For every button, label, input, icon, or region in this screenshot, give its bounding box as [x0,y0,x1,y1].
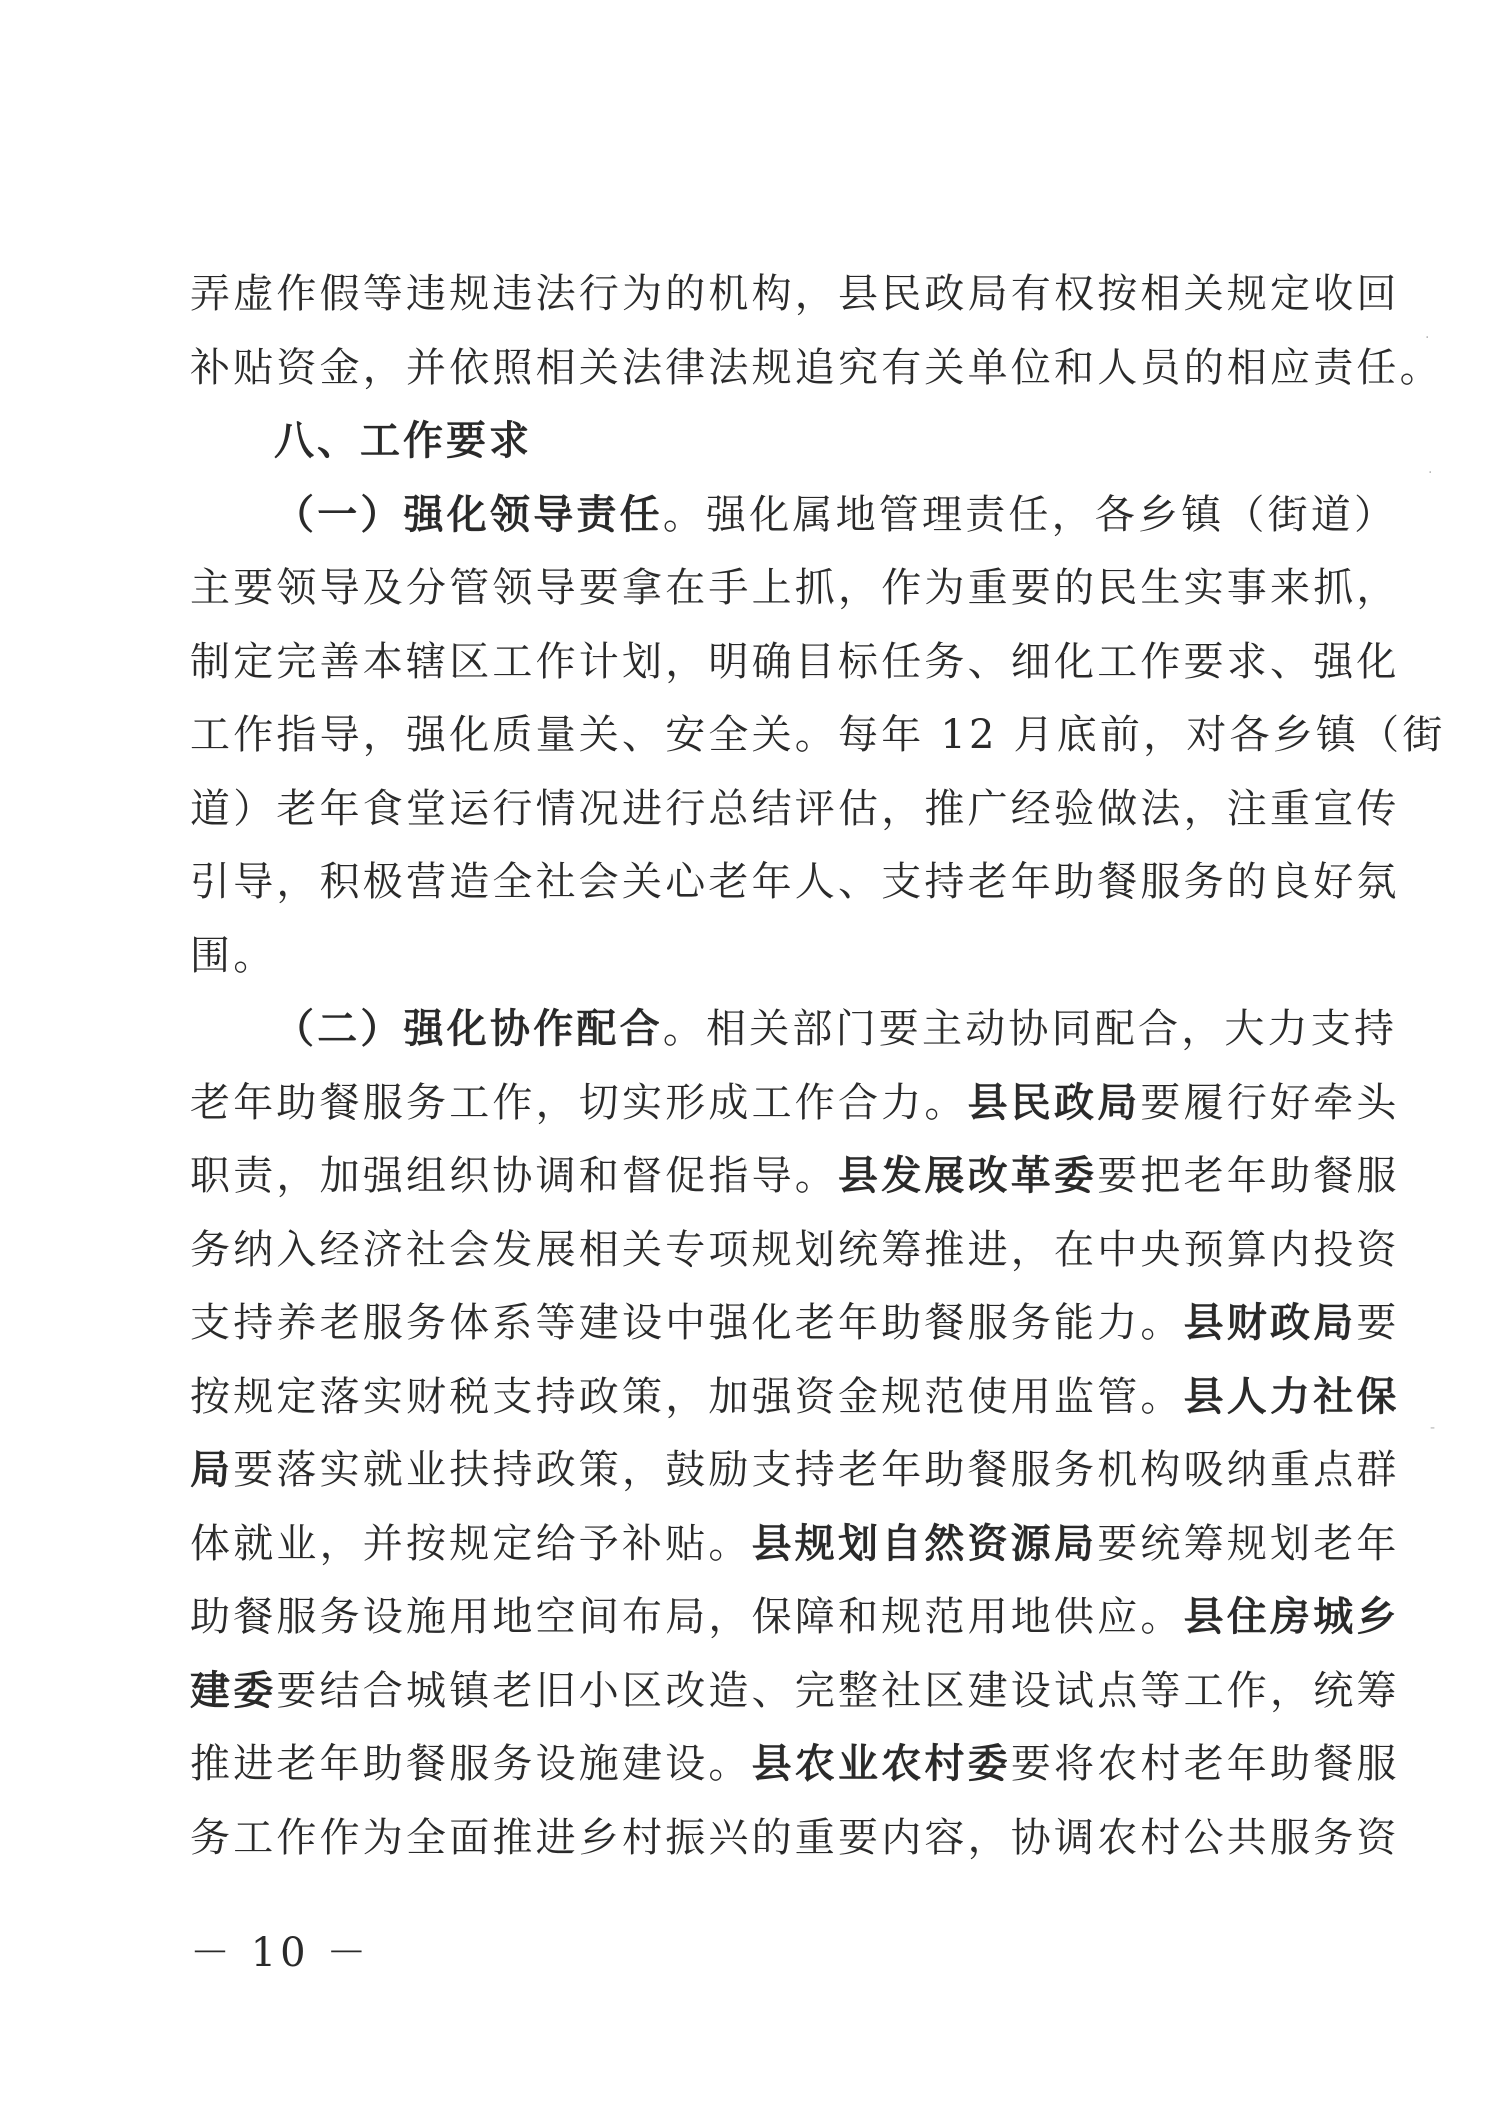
text-segment: 补贴资金，并依照相关法律法规追究有关单位和人员的相应责任。 [190,344,1443,391]
text-segment: 要结合城镇老旧小区改造、完整社区建设试点等工作，统筹 [276,1667,1400,1714]
text-segment: 助餐服务设施用地空间布局，保障和规范用地供应。 [190,1594,1184,1640]
text-segment: 要统筹规划老年 [1097,1520,1400,1567]
bold-phrase: 局 [190,1447,234,1493]
text-segment: 职责，加强组织协调和督促指导。 [190,1153,838,1199]
bold-phrase: 建委 [190,1667,277,1714]
text-line [190,1361,1400,1435]
section-heading [190,405,1310,479]
text-segment: 按规定落实财税支持政策，加强资金规范使用监管。 [190,1373,1184,1420]
text-segment: 工作指导，强化质量关、安全关。每年 12 月底前，对各乡镇（街 [190,712,1446,758]
text-segment: 围。 [190,932,277,979]
bold-phrase: （二）强化协作配合 [274,1006,663,1052]
bold-phrase: 县民政局 [967,1079,1141,1126]
text-line [190,332,1443,406]
text-line [190,1287,1400,1361]
text-line [190,773,1400,847]
scan-mark: · [1428,465,1433,481]
text-segment: 。强化属地管理责任，各乡镇（街道） [662,491,1398,538]
bold-phrase: 县财政局 [1183,1300,1357,1346]
text-segment: 老年助餐服务工作，切实形成工作合力。 [190,1079,968,1126]
bold-phrase: 县人力社保 [1183,1373,1400,1420]
page-number: － 10 － [190,1930,371,1976]
text-segment: 主要领导及分管领导要拿在手上抓，作为重要的民生实事来抓， [190,565,1400,611]
text-line [190,479,1398,553]
text-line [190,258,1400,332]
text-line [190,1214,1400,1288]
text-segment: 支持养老服务体系等建设中强化老年助餐服务能力。 [190,1300,1184,1346]
bold-phrase: 县农业农村委 [751,1741,1011,1787]
text-line [190,1802,1400,1876]
text-segment: 要 [1356,1300,1400,1346]
text-segment: 八、工作要求 [274,418,532,464]
text-line [190,846,1400,920]
body-text [190,258,1446,1875]
text-line [190,1434,1400,1508]
bold-phrase: 县住房城乡 [1183,1594,1400,1640]
text-segment: 制定完善本辖区工作计划，明确目标任务、细化工作要求、强化 [190,638,1400,685]
text-line [190,552,1400,626]
bold-phrase: （一）强化领导责任 [274,491,663,538]
text-segment: 推进老年助餐服务设施建设。 [190,1741,752,1787]
text-line [190,920,1310,994]
text-line [190,1067,1400,1141]
scan-mark: · [1425,330,1430,346]
text-segment: 要履行好牵头 [1140,1079,1400,1126]
text-segment: 弄虚作假等违规违法行为的机构，县民政局有权按相关规定收回 [190,271,1400,317]
text-segment: 。相关部门要主动协同配合，大力支持 [662,1006,1398,1052]
text-segment: 体就业，并按规定给予补贴。 [190,1520,752,1567]
text-line [190,1728,1400,1802]
text-segment: 务工作作为全面推进乡村振兴的重要内容，协调农村公共服务资 [190,1814,1400,1861]
scan-mark: - [1430,1420,1436,1436]
text-segment: 要将农村老年助餐服 [1010,1741,1400,1787]
text-line [190,626,1400,700]
text-segment: 引导，积极营造全社会关心老年人、支持老年助餐服务的良好氛 [190,859,1400,905]
bold-phrase: 县发展改革委 [838,1153,1098,1199]
text-segment: 务纳入经济社会发展相关专项规划统筹推进，在中央预算内投资 [190,1226,1400,1273]
text-segment: 要落实就业扶持政策，鼓励支持老年助餐服务机构吸纳重点群 [233,1447,1400,1493]
text-line [190,1581,1400,1655]
text-segment: 要把老年助餐服 [1097,1153,1400,1199]
bold-phrase: 县规划自然资源局 [751,1520,1098,1567]
text-line [190,993,1398,1067]
text-line [190,1140,1400,1214]
text-line [190,1508,1400,1582]
text-line [190,699,1446,773]
text-line [190,1655,1400,1729]
text-segment: 道）老年食堂运行情况进行总结评估，推广经验做法，注重宣传 [190,785,1400,832]
